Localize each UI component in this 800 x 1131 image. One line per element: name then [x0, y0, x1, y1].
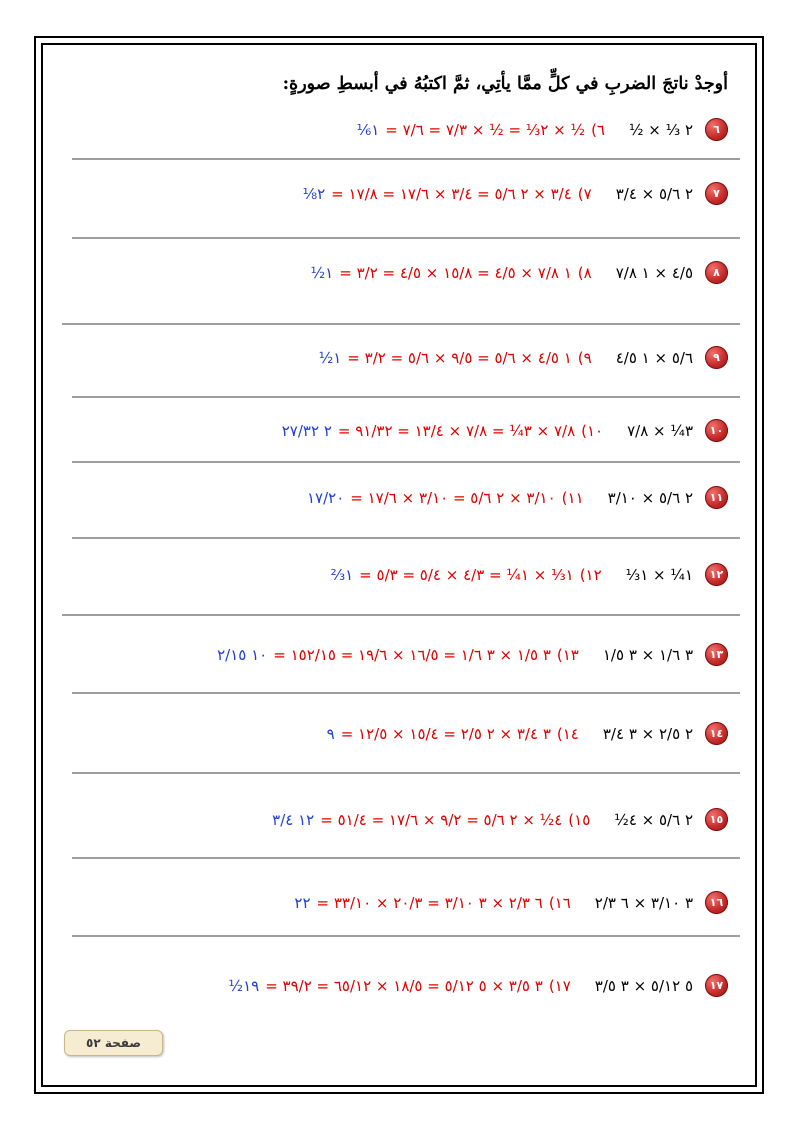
solution-answer: ١٩½: [228, 976, 260, 995]
solution-work: ١ ٧/٨ × ٤/٥ = ١٥/٨ × ٤/٥ = ٣/٢ =: [339, 263, 572, 282]
problem-row-13: [217, 643, 728, 666]
solution-answer: ١⅙: [356, 120, 380, 139]
divider: [72, 461, 740, 463]
problem-row-14: [327, 722, 728, 745]
problem-expression: ٣ ١/٦ × ٣ ١/٥: [602, 645, 693, 664]
problem-row-9: [319, 346, 728, 369]
solution-work: ٦ ٢/٣ × ٣ ٣/١٠ = ٢٠/٣ × ٣٣/١٠ =: [316, 893, 543, 912]
solution-answer: ١½: [318, 348, 342, 367]
solution-work: ١ ٤/٥ × ٥/٦ = ٩/٥ × ٥/٦ = ٣/٢ =: [347, 348, 572, 367]
divider: [72, 237, 740, 239]
solution-label: ١٤): [556, 724, 579, 743]
solution-label: ٨): [577, 263, 592, 282]
divider: [62, 323, 740, 325]
problem-number-badge: ١٤: [705, 722, 728, 745]
divider: [72, 396, 740, 398]
solution-work: ٣/١٠ × ٢ ٥/٦ = ٣/١٠ × ١٧/٦ =: [350, 488, 556, 507]
problem-number-badge: ٩: [705, 346, 728, 369]
problem-number-badge: ٦: [705, 118, 728, 141]
solution-work: ٣ ٣/٤ × ٢ ٢/٥ = ١٥/٤ × ١٢/٥ =: [340, 724, 551, 743]
divider: [72, 935, 740, 937]
divider: [62, 614, 740, 616]
problem-number-badge: ١٢: [705, 563, 728, 586]
problem-expression: ٤/٥ × ١ ٧/٨: [615, 263, 693, 282]
problem-expression: ٢ ٥/٦ × ٣/١٠: [607, 488, 693, 507]
solution-label: ١٧): [548, 976, 571, 995]
problem-number-badge: ١٦: [705, 891, 728, 914]
solution-label: ٩): [577, 348, 592, 367]
problem-row-15: [272, 808, 728, 831]
problem-row-8: [311, 261, 728, 284]
solution-work: ٣ ٣/٥ × ٥ ٥/١٢ = ١٨/٥ × ٦٥/١٢ = ٣٩/٢ =: [265, 976, 543, 995]
problem-row-7: [303, 182, 728, 205]
solution-answer: ١٠ ٢/١٥: [217, 645, 268, 664]
solution-label: ١١): [561, 488, 584, 507]
solution-answer: ٢٢: [294, 893, 311, 912]
problem-expression: ٥/٦ × ١ ٤/٥: [615, 348, 693, 367]
problem-expression: ٢ ٥/٦ × ٣/٤: [615, 184, 693, 203]
problem-number-badge: ١٠: [705, 419, 728, 442]
solution-answer: ٢ ٢٧/٣٢: [281, 421, 332, 440]
problem-row-6: [357, 118, 728, 141]
solution-work: ٧/٨ × ٣¼ = ٧/٨ × ١٣/٤ = ٩١/٣٢ =: [337, 421, 576, 440]
divider: [72, 537, 740, 539]
solution-answer: ٢⅛: [302, 184, 326, 203]
page-number-label: صفحة ٥٢: [64, 1030, 163, 1056]
solution-answer: ١٧/٢٠: [306, 488, 345, 507]
divider: [72, 158, 740, 160]
solution-work: ٣ ١/٥ × ٣ ١/٦ = ١٦/٥ × ١٩/٦ = ١٥٢/١٥ =: [273, 645, 551, 664]
problem-expression: ٢ ⅓ × ½: [628, 120, 693, 139]
problem-row-16: [294, 891, 728, 914]
divider: [72, 857, 740, 859]
solution-work: ½ × ٢⅓ = ½ × ٧/٣ = ٧/٦ =: [385, 120, 586, 139]
solution-label: ١٦): [548, 893, 571, 912]
solution-label: ١٢): [579, 565, 602, 584]
problem-expression: ١¼ × ١⅓: [625, 565, 693, 584]
solution-work: ١⅓ × ١¼ = ٤/٣ × ٥/٤ = ٥/٣ =: [359, 565, 574, 584]
problem-expression: ٥ ٥/١٢ × ٣ ٣/٥: [594, 976, 693, 995]
problem-row-11: [307, 486, 728, 509]
problem-number-badge: ١٥: [705, 808, 728, 831]
solution-label: ١٠): [581, 421, 604, 440]
problem-number-badge: ٨: [705, 261, 728, 284]
solution-answer: ١½: [310, 263, 334, 282]
solution-label: ٦): [591, 120, 605, 139]
problem-number-badge: ١١: [705, 486, 728, 509]
solution-answer: ٩: [326, 724, 335, 743]
problem-expression: ٣¼ × ٧/٨: [627, 421, 693, 440]
problem-row-17: [229, 974, 728, 997]
solution-answer: ١٢ ٣/٤: [272, 810, 315, 829]
solution-label: ١٥): [568, 810, 591, 829]
solution-label: ١٣): [556, 645, 579, 664]
problem-expression: ٣ ٣/١٠ × ٦ ٢/٣: [594, 893, 693, 912]
problem-number-badge: ١٧: [705, 974, 728, 997]
problem-expression: ٢ ٢/٥ × ٣ ٣/٤: [602, 724, 693, 743]
divider: [72, 772, 740, 774]
problem-expression: ٢ ٥/٦ × ٤½: [614, 810, 693, 829]
problem-number-badge: ٧: [705, 182, 728, 205]
solution-work: ٤½ × ٢ ٥/٦ = ٩/٢ × ١٧/٦ = ٥١/٤ =: [320, 810, 563, 829]
problem-number-badge: ١٣: [705, 643, 728, 666]
solution-label: ٧): [577, 184, 592, 203]
solution-work: ٣/٤ × ٢ ٥/٦ = ٣/٤ × ١٧/٦ = ١٧/٨ =: [331, 184, 572, 203]
solution-answer: ١⅔: [330, 565, 354, 584]
problem-row-12: [331, 563, 728, 586]
divider: [72, 692, 740, 694]
problem-row-10: [282, 419, 728, 442]
instruction-text: أوجدْ ناتجَ الضربِ في كلٍّ ممَّا يأتِي، ثمَّ اكتبُهُ في أبسطِ صورةٍ:: [282, 74, 728, 94]
